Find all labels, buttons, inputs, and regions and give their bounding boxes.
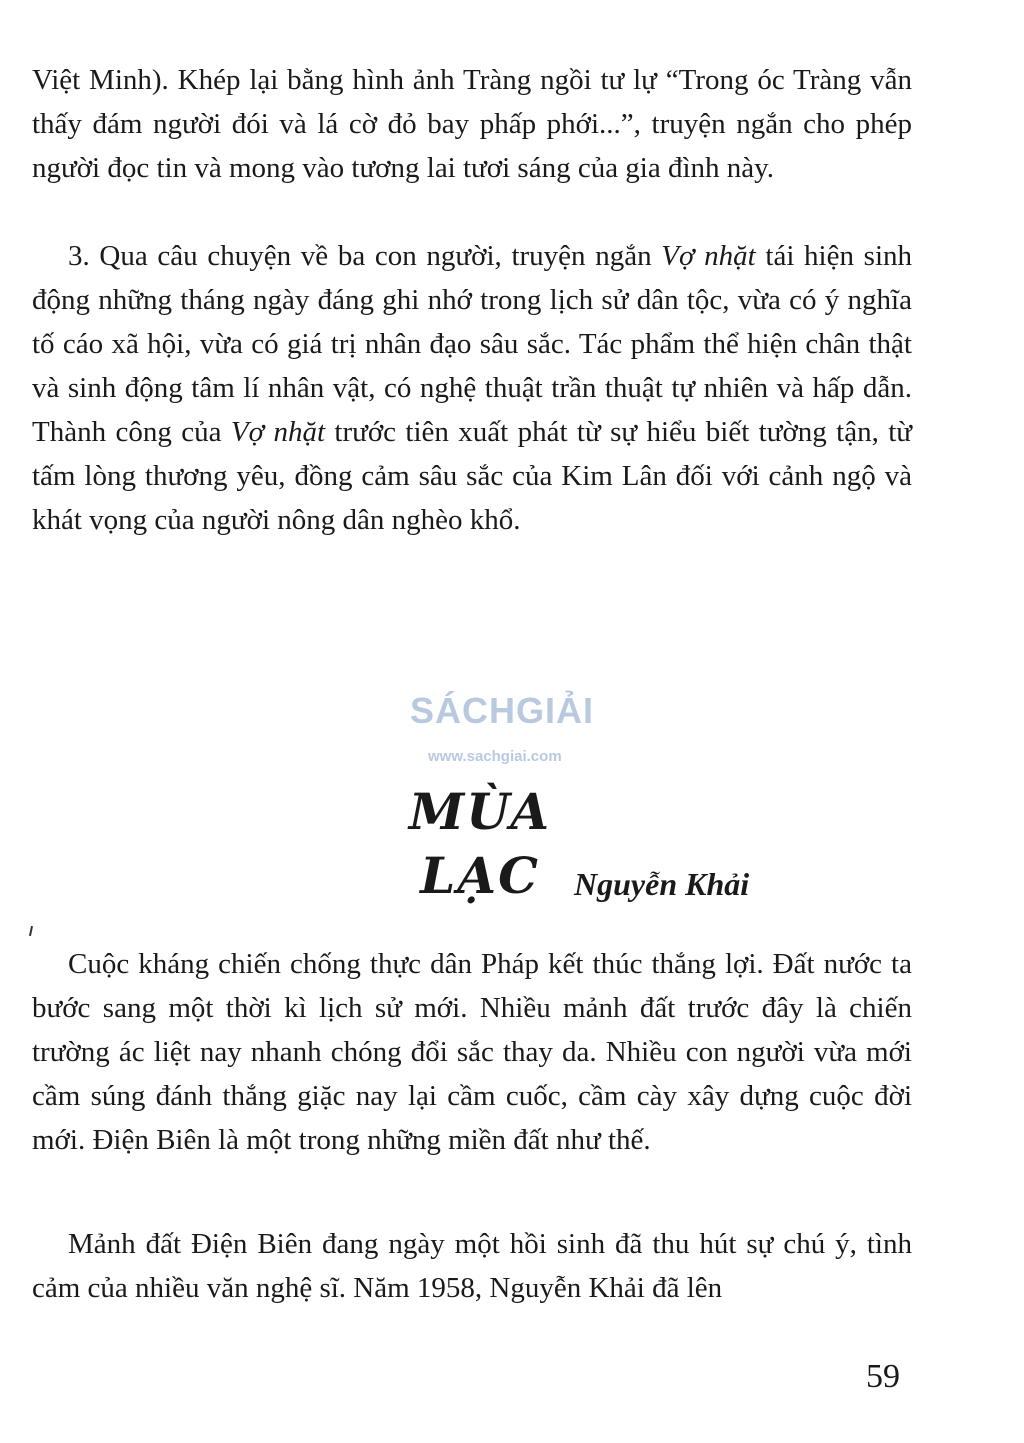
work-title-italic: Vợ nhặt bbox=[230, 416, 326, 448]
page-number: 59 bbox=[866, 1358, 900, 1395]
paragraph-text: tái hiện sinh động những tháng ngày đáng ghi nhớ trong lịch sử dân tộc, vừa có ý nghĩa tố cáo xã hội, vừa có giá trị nhân đạo sâu sắc. Tác phẩm thể hiện chân thật và sinh động tâm lí nhân vật, có nghệ thuật trần thuật tự nhiên và hấp dẫn. Thành công của bbox=[32, 240, 913, 448]
paragraph-text: Việt Minh). Khép lại bằng hình ảnh Tràng ngồi tư lự “Trong óc Tràng vẫn thấy đám người đói và lá cờ đỏ bay phấp phới...”, truyện ngắn cho phép người đọc tin và mong vào tương lai tươi sáng của gia đình này. bbox=[32, 64, 912, 184]
paragraph-intro-continuation bbox=[32, 58, 912, 190]
paragraph-body bbox=[32, 1222, 912, 1310]
section-title: MÙA LẠC bbox=[408, 782, 552, 905]
work-title-italic: Vợ nhặt bbox=[661, 240, 756, 272]
paragraph-text: Mảnh đất Điện Biên đang ngày một hồi sinh đã thu hút sự chú ý, tình cảm của nhiều văn nghệ sĩ. Năm 1958, Nguyễn Khải đã lên bbox=[32, 1228, 912, 1304]
paragraph-text: trước tiên xuất phát từ sự hiểu biết tường tận, từ tấm lòng thương yêu, đồng cảm sâu sắc của Kim Lân đối với cảnh ngộ và khát vọng của người nông dân nghèo khổ. bbox=[32, 416, 913, 536]
paragraph-text: Cuộc kháng chiến chống thực dân Pháp kết thúc thắng lợi. Đất nước ta bước sang một thời kì lịch sử mới. Nhiều mảnh đất trước đây là chiến trường ác liệt nay nhanh chóng đổi sắc thay da. Nhiều con người vừa mới cầm súng đánh thắng giặc nay lại cầm cuốc, cầm cày xây dựng cuộc đời mới. Điện Biên là một trong những miền đất như thế. bbox=[32, 948, 912, 1156]
watermark-url: www.sachgiai.com bbox=[428, 748, 562, 765]
section-author: Nguyễn Khải bbox=[574, 866, 750, 902]
paragraph-body bbox=[32, 942, 912, 1162]
watermark-brand: SÁCHGIẢI bbox=[410, 690, 595, 731]
print-mark bbox=[29, 926, 33, 936]
watermark bbox=[410, 672, 620, 772]
paragraph-conclusion bbox=[32, 234, 912, 542]
paragraph-text: 3. Qua câu chuyện về ba con người, truyện ngắn bbox=[68, 240, 662, 272]
